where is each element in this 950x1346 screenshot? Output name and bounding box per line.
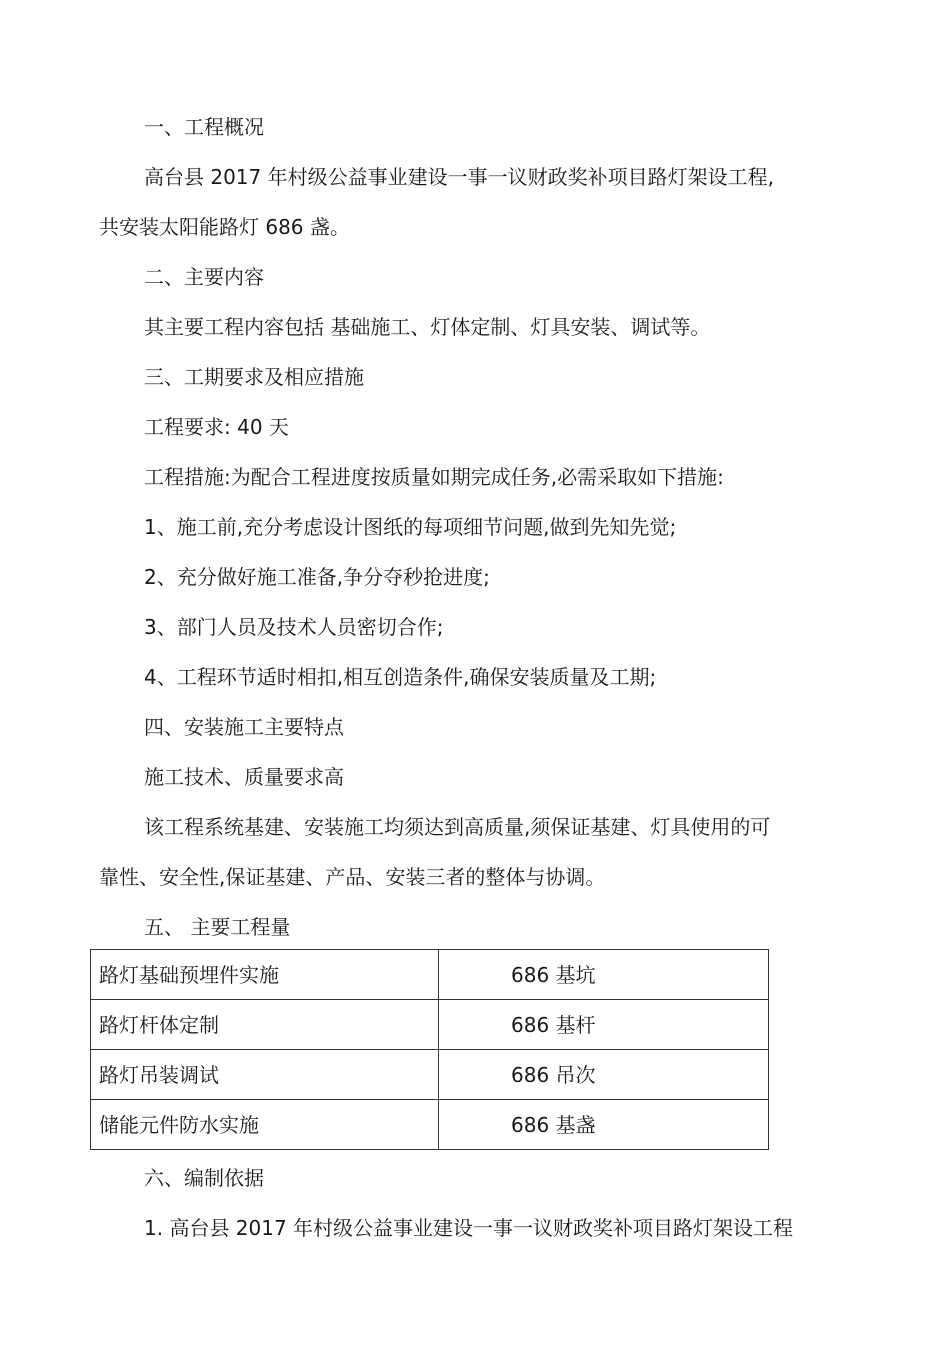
- table-row: [91, 1000, 769, 1050]
- quantity-item-cell: 路灯杆体定制: [91, 1000, 439, 1050]
- section-1-paragraph-line-2: 共安装太阳能路灯 686 盏。: [99, 215, 350, 239]
- section-3-requirement: 工程要求: 40 天: [144, 415, 289, 439]
- section-3-item-4: 4、工程环节适时相扣,相互创造条件,确保安装质量及工期;: [144, 665, 657, 689]
- section-2-paragraph: 其主要工程内容包括 基础施工、灯体定制、灯具安装、调试等。: [144, 315, 711, 339]
- quantity-amount-cell: 686 吊次: [439, 1050, 769, 1100]
- section-3-measures: 工程措施:为配合工程进度按质量如期完成任务,必需采取如下措施:: [144, 465, 724, 489]
- section-4-heading: 四、安装施工主要特点: [144, 715, 344, 739]
- section-3-item-1: 1、施工前,充分考虑设计图纸的每项细节问题,做到先知先觉;: [144, 515, 677, 539]
- table-row: [91, 1050, 769, 1100]
- quantity-item-cell: 路灯吊装调试: [91, 1050, 439, 1100]
- quantities-table: [90, 949, 769, 1150]
- section-4-paragraph-line-1: 该工程系统基建、安装施工均须达到高质量,须保证基建、灯具使用的可: [144, 815, 771, 839]
- section-5-heading: 五、 主要工程量: [144, 915, 291, 939]
- table-row: [91, 1100, 769, 1150]
- section-1-paragraph-line-1: 高台县 2017 年村级公益事业建设一事一议财政奖补项目路灯架设工程,: [144, 165, 774, 189]
- quantity-amount-cell: 686 基坑: [439, 950, 769, 1000]
- quantity-item-cell: 路灯基础预埋件实施: [91, 950, 439, 1000]
- quantity-amount-cell: 686 基杆: [439, 1000, 769, 1050]
- table-row: [91, 950, 769, 1000]
- section-6-item-1: 1. 高台县 2017 年村级公益事业建设一事一议财政奖补项目路灯架设工程: [144, 1216, 794, 1240]
- section-4-subheading: 施工技术、质量要求高: [144, 765, 344, 789]
- section-3-heading: 三、工期要求及相应措施: [144, 365, 364, 389]
- section-2-heading: 二、主要内容: [144, 265, 264, 289]
- section-3-item-2: 2、充分做好施工准备,争分夺秒抢进度;: [144, 565, 490, 589]
- section-1-heading: 一、工程概况: [144, 115, 264, 139]
- section-3-item-3: 3、部门人员及技术人员密切合作;: [144, 615, 444, 639]
- section-4-paragraph-line-2: 靠性、安全性,保证基建、产品、安装三者的整体与协调。: [99, 865, 606, 889]
- quantity-amount-cell: 686 基盏: [439, 1100, 769, 1150]
- quantity-item-cell: 储能元件防水实施: [91, 1100, 439, 1150]
- section-6-heading: 六、编制依据: [144, 1166, 264, 1190]
